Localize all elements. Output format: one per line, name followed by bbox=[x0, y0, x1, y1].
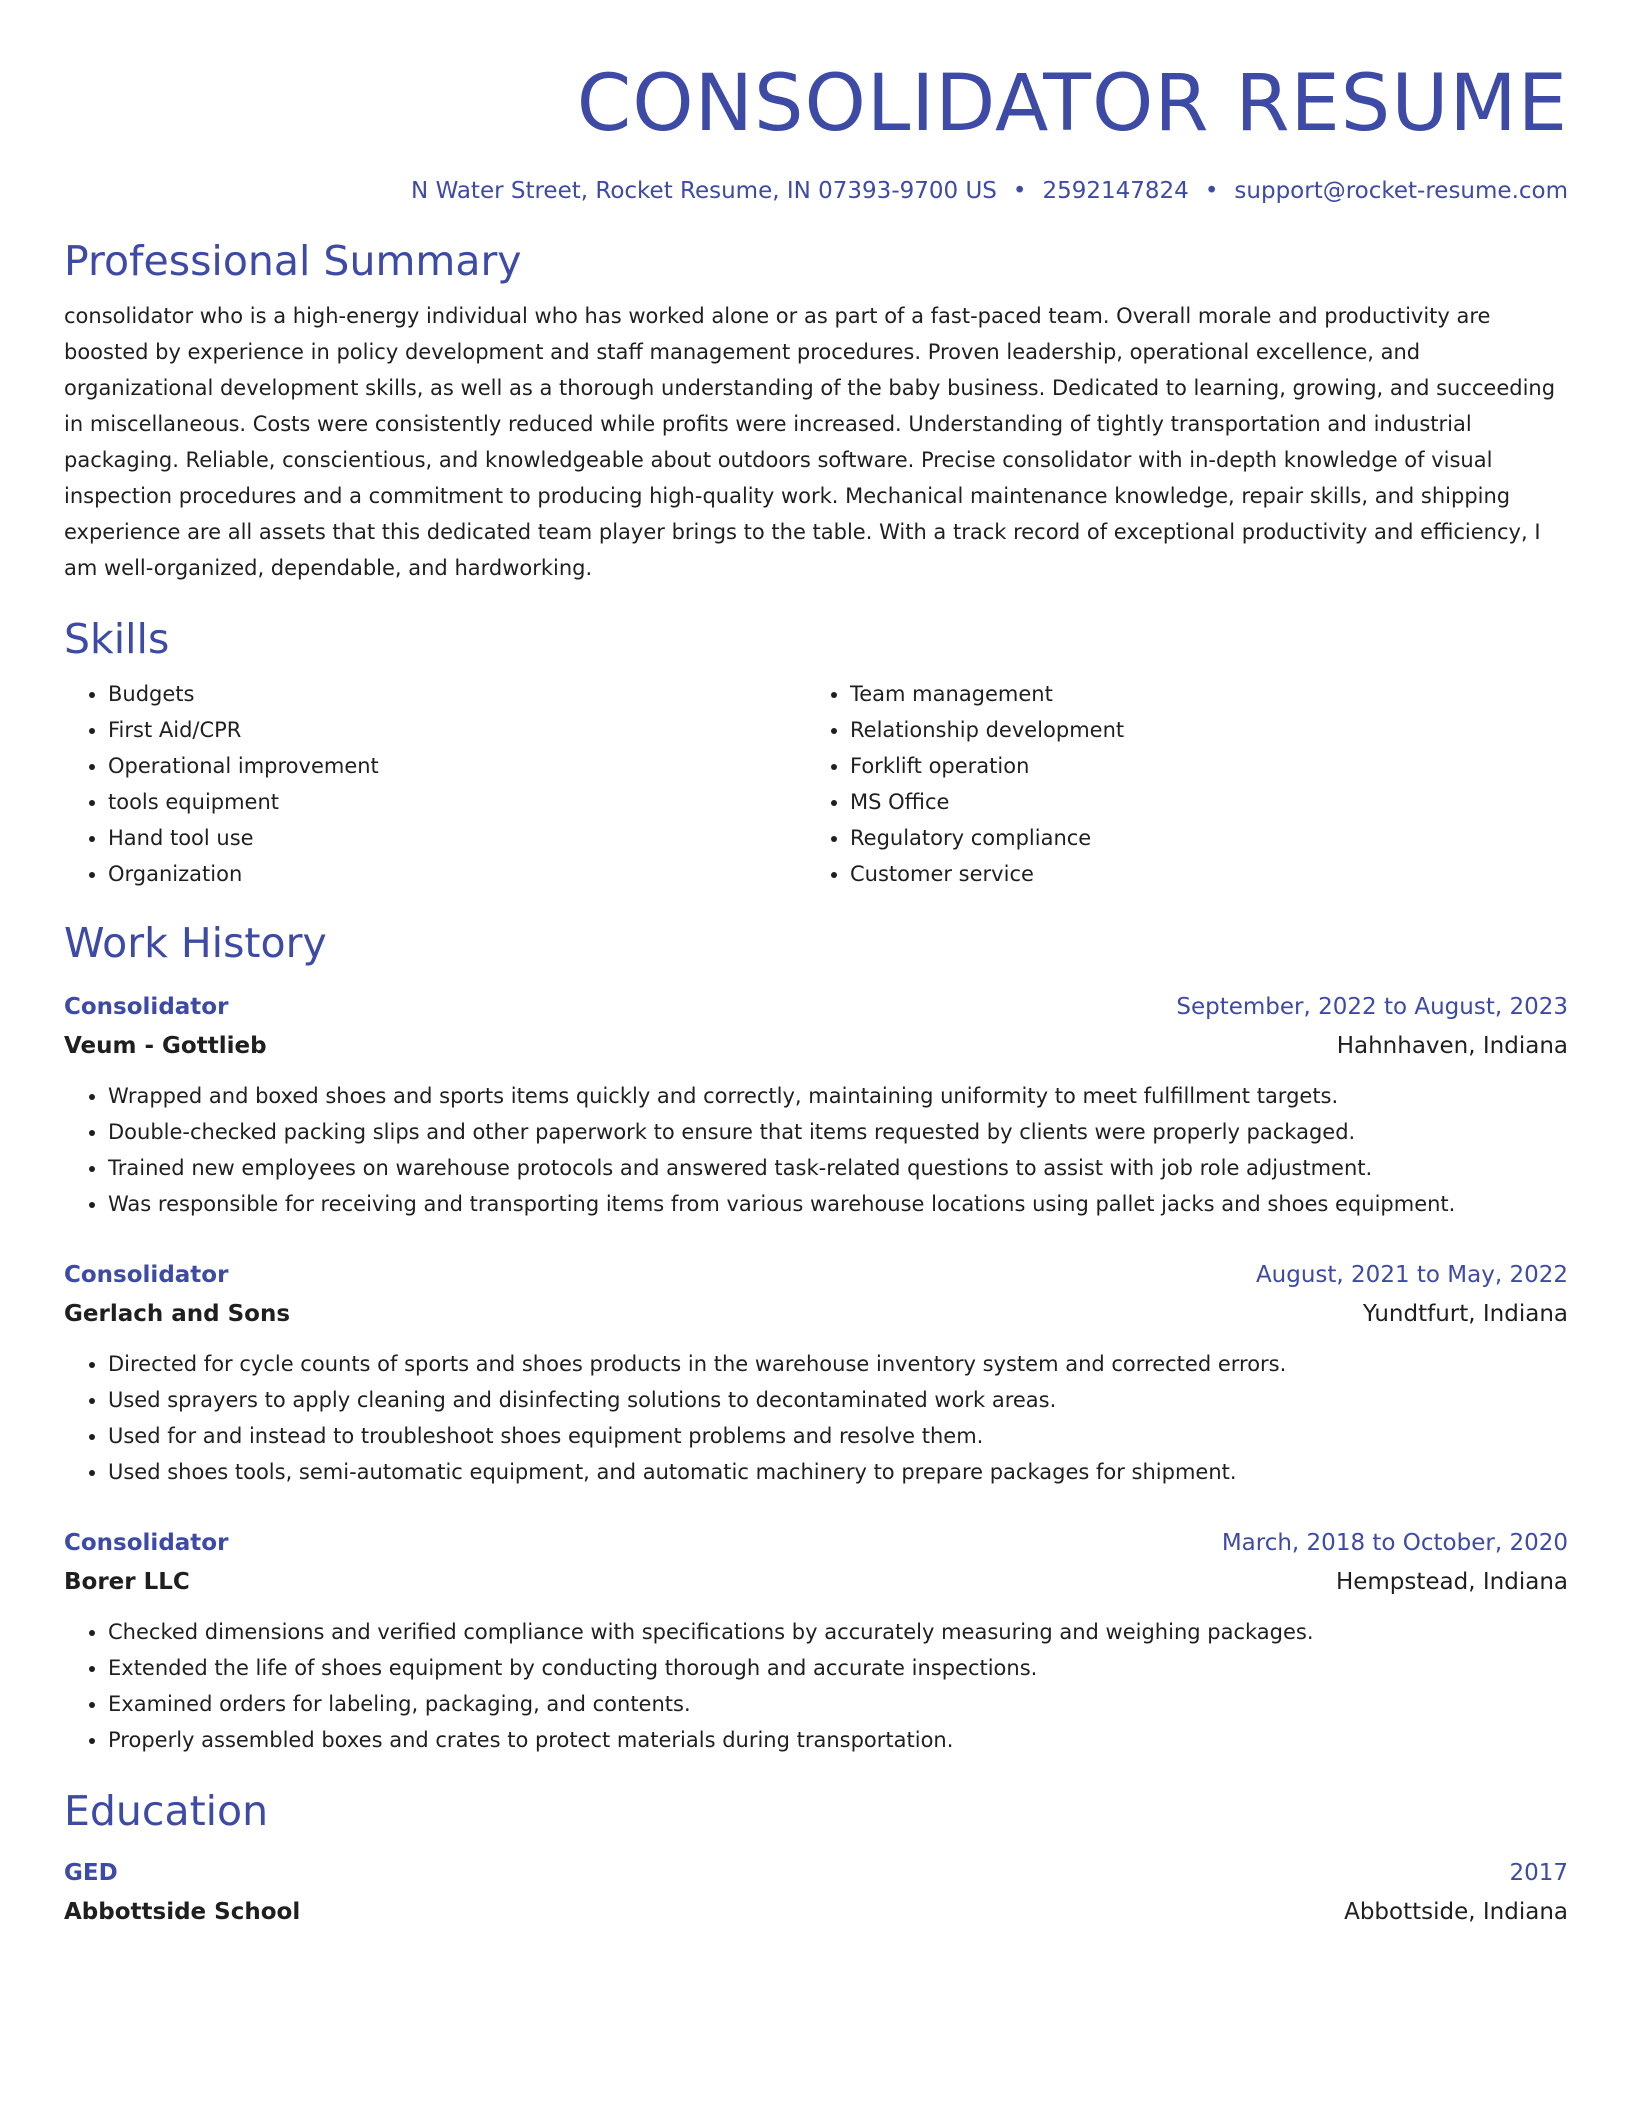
job-bullet: • Trained new employees on warehouse protocols and answered task-related questions to assist with job role adjustment. bbox=[108, 1150, 1568, 1186]
job-bullet: • Wrapped and boxed shoes and sports items quickly and correctly, maintaining uniformity to meet fulfillment targets. bbox=[108, 1078, 1568, 1114]
job-bullet: • Used shoes tools, semi-automatic equipment, and automatic machinery to prepare packages for shipment. bbox=[108, 1454, 1568, 1490]
job-title: Consolidator bbox=[64, 1262, 229, 1288]
job-company: Veum - Gottlieb bbox=[64, 1033, 267, 1059]
contact-line bbox=[64, 176, 1568, 206]
skill-item: • Regulatory compliance bbox=[850, 820, 1548, 856]
skill-item: • MS Office bbox=[850, 784, 1548, 820]
job-bullet: • Checked dimensions and verified compliance with specifications by accurately measuring and weighing packages. bbox=[108, 1614, 1568, 1650]
section-title-summary: Professional Summary bbox=[64, 237, 522, 285]
summary-text: consolidator who is a high-energy individual who has worked alone or as part of a fast-paced team. Overall morale and productivity are boosted by experience in policy development and staff management procedures. Proven leadership, operational excellence, and organizational development skills, as well as a thorough understanding of the baby business. Dedicated to learning, growing, and succeeding in miscellaneous. Costs were consistently reduced while profits were increased. Understanding of tightly transportation and industrial packaging. Reliable, conscientious, and knowledgeable about outdoors software. Precise consolidator with in-depth knowledge of visual inspection procedures and a commitment to producing high-quality work. Mechanical maintenance knowledge, repair skills, and shipping experience are all assets that this dedicated team player brings to the table. With a track record of exceptional productivity and efficiency, I am well-organized, dependable, and hardworking. bbox=[64, 304, 1556, 580]
job-bullet: • Examined orders for labeling, packaging, and contents. bbox=[108, 1686, 1568, 1722]
job-bullets bbox=[64, 1346, 1568, 1490]
job-company: Gerlach and Sons bbox=[64, 1301, 291, 1327]
education-entry bbox=[64, 1854, 1568, 1932]
job-bullet: • Directed for cycle counts of sports and shoes products in the warehouse inventory system and corrected errors. bbox=[108, 1346, 1568, 1382]
skill-item: • First Aid/CPR bbox=[108, 712, 806, 748]
job-bullet: • Double-checked packing slips and other paperwork to ensure that items requested by clients were properly packaged. bbox=[108, 1114, 1568, 1150]
job-bullet: • Used sprayers to apply cleaning and disinfecting solutions to decontaminated work areas. bbox=[108, 1382, 1568, 1418]
contact-email: support@rocket-resume.com bbox=[1234, 178, 1568, 204]
job-location: Hahnhaven, Indiana bbox=[1336, 1033, 1568, 1059]
job-title: Consolidator bbox=[64, 1530, 229, 1556]
skill-item: • Forklift operation bbox=[850, 748, 1548, 784]
job-bullet: • Was responsible for receiving and transporting items from various warehouse locations using pallet jacks and shoes equipment. bbox=[108, 1186, 1568, 1222]
skill-item: • Customer service bbox=[850, 856, 1548, 892]
skill-item: • Operational improvement bbox=[108, 748, 806, 784]
contact-phone: 2592147824 bbox=[1042, 178, 1189, 204]
contact-separator: • bbox=[1204, 178, 1219, 204]
resume-name: CONSOLIDATOR RESUME bbox=[576, 59, 1568, 149]
job-dates: August, 2021 to May, 2022 bbox=[1255, 1262, 1568, 1288]
section-title-skills: Skills bbox=[64, 615, 170, 663]
job-entry bbox=[64, 988, 1568, 1222]
job-location: Yundtfurt, Indiana bbox=[1362, 1301, 1568, 1327]
job-title: Consolidator bbox=[64, 994, 229, 1020]
job-entry bbox=[64, 1256, 1568, 1490]
skill-item: • Budgets bbox=[108, 676, 806, 712]
job-dates: March, 2018 to October, 2020 bbox=[1221, 1530, 1568, 1556]
education-year: 2017 bbox=[1509, 1860, 1568, 1886]
education-degree: GED bbox=[64, 1860, 118, 1886]
job-bullets bbox=[64, 1078, 1568, 1222]
job-location: Hempstead, Indiana bbox=[1335, 1569, 1568, 1595]
skill-item: • Team management bbox=[850, 676, 1548, 712]
education-location: Abbottside, Indiana bbox=[1344, 1899, 1568, 1925]
skills-column-right bbox=[806, 676, 1548, 892]
section-title-education: Education bbox=[64, 1787, 269, 1835]
contact-address: N Water Street, Rocket Resume, IN 07393-9700 US bbox=[411, 178, 997, 204]
section-title-work: Work History bbox=[64, 919, 327, 967]
skills-column-left bbox=[64, 676, 806, 892]
skill-item: • tools equipment bbox=[108, 784, 806, 820]
education-school: Abbottside School bbox=[64, 1899, 301, 1925]
job-bullets bbox=[64, 1614, 1568, 1758]
contact-separator: • bbox=[1012, 178, 1027, 204]
job-bullet: • Properly assembled boxes and crates to protect materials during transportation. bbox=[108, 1722, 1568, 1758]
skill-item: • Organization bbox=[108, 856, 806, 892]
job-dates: September, 2022 to August, 2023 bbox=[1176, 994, 1568, 1020]
skill-item: • Hand tool use bbox=[108, 820, 806, 856]
job-company: Borer LLC bbox=[64, 1569, 190, 1595]
skills-list bbox=[64, 676, 1568, 892]
job-bullet: • Used for and instead to troubleshoot shoes equipment problems and resolve them. bbox=[108, 1418, 1568, 1454]
job-entry bbox=[64, 1524, 1568, 1758]
job-bullet: • Extended the life of shoes equipment by conducting thorough and accurate inspections. bbox=[108, 1650, 1568, 1686]
resume-page bbox=[64, 0, 1568, 1932]
skill-item: • Relationship development bbox=[850, 712, 1548, 748]
